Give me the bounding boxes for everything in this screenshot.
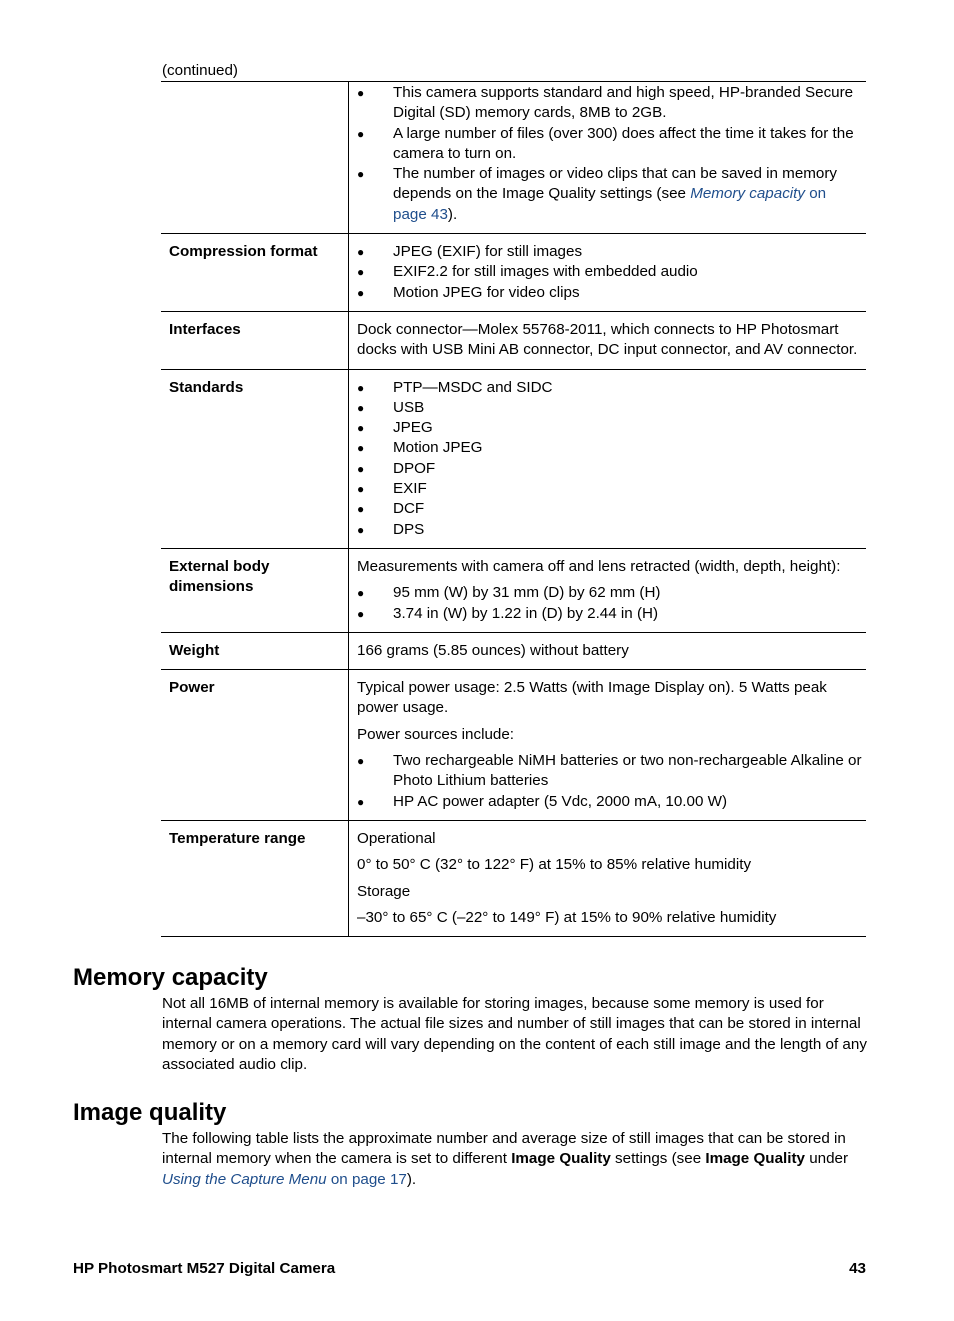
table-row [161, 670, 866, 821]
row-value: Dock connector—Molex 55768-2011, which connects to HP Photosmart docks with USB Mini AB connector, DC input connector, and AV connector. [349, 311, 867, 369]
row-value: Measurements with camera off and lens retracted (width, depth, height): [357, 557, 841, 575]
row-label: Temperature range [161, 820, 349, 936]
table-row [161, 234, 866, 312]
list-item: ● 3.74 in (W) by 1.22 in (D) by 2.44 in (H) [357, 604, 862, 624]
list-item: ● Motion JPEG for video clips [357, 283, 862, 303]
list-item: ● DCF [357, 499, 862, 519]
footer-title: HP Photosmart M527 Digital Camera [73, 1260, 336, 1277]
list-item: ● This camera supports standard and high speed, HP-branded Secure Digital (SD) memory cards, 8MB to 2GB. [357, 83, 862, 124]
row-label: Compression format [161, 234, 349, 312]
list-item: ● DPOF [357, 459, 862, 479]
row-label: Interfaces [161, 311, 349, 369]
image-quality-heading: Image quality [73, 1099, 227, 1126]
memory-capacity-text: Not all 16MB of internal memory is available for storing images, because some memory is used for internal camera operations. The actual file sizes and number of still images that can be stored in internal memory or on a memory card will vary depending on the content of each still image and the length of any associated audio clip. [162, 995, 867, 1073]
row-value: Operational [357, 829, 436, 847]
row-label-empty [161, 82, 349, 234]
row-label: Power [161, 670, 349, 821]
row-label: External body dimensions [161, 548, 349, 632]
image-quality-text: The following table lists the approximate number and average size of still images that can be stored in internal memory when the camera is set to different Image Quality settings (see Image Quality under Using the Capture Menu on page 17). [162, 1130, 849, 1188]
table-row [161, 311, 866, 369]
row-label: Standards [161, 369, 349, 548]
list-item: ● DPS [357, 520, 862, 540]
row-value: –30° to 65° C (–22° to 149° F) at 15% to 90% relative humidity [357, 908, 777, 926]
row-value: 0° to 50° C (32° to 122° F) at 15% to 85% relative humidity [357, 856, 752, 874]
continued-note: (continued) [162, 62, 238, 79]
storage-cell [349, 82, 867, 234]
list-item: ● Two rechargeable NiMH batteries or two non-rechargeable Alkaline or Photo Lithium batteries [357, 751, 862, 792]
row-label: Weight [161, 632, 349, 669]
list-item: ● PTP—MSDC and SIDC [357, 378, 862, 398]
list-item: ● JPEG (EXIF) for still images [357, 242, 862, 262]
list-item: ● EXIF2.2 for still images with embedded audio [357, 262, 862, 282]
table-row [161, 632, 866, 669]
row-value: Storage [357, 882, 411, 900]
list-item: ● 95 mm (W) by 31 mm (D) by 62 mm (H) [357, 583, 862, 603]
table-row [161, 82, 866, 234]
row-value: 166 grams (5.85 ounces) without battery [349, 632, 867, 669]
row-value: Power sources include: [357, 725, 515, 743]
table-row [161, 548, 866, 632]
list-item: ● USB [357, 398, 862, 418]
list-item: ● The number of images or video clips that can be saved in memory depends on the Image Quality settings (see Memory capacity on page 43). [357, 164, 862, 225]
memory-capacity-link[interactable]: Memory capacity on page 43 [393, 185, 827, 223]
capture-menu-link[interactable]: Using the Capture Menu on page 17 [162, 1170, 407, 1188]
list-item: ● EXIF [357, 479, 862, 499]
list-item: ● JPEG [357, 418, 862, 438]
page-number: 43 [849, 1260, 866, 1277]
table-row [161, 369, 866, 548]
specifications-table [161, 81, 866, 937]
table-row [161, 820, 866, 936]
row-value: Typical power usage: 2.5 Watts (with Image Display on). 5 Watts peak power usage. [357, 679, 827, 717]
list-item: ● HP AC power adapter (5 Vdc, 2000 mA, 10.00 W) [357, 792, 862, 812]
list-item: ● Motion JPEG [357, 438, 862, 458]
memory-capacity-heading: Memory capacity [73, 964, 268, 991]
list-item: ● A large number of files (over 300) does affect the time it takes for the camera to turn on. [357, 124, 862, 165]
